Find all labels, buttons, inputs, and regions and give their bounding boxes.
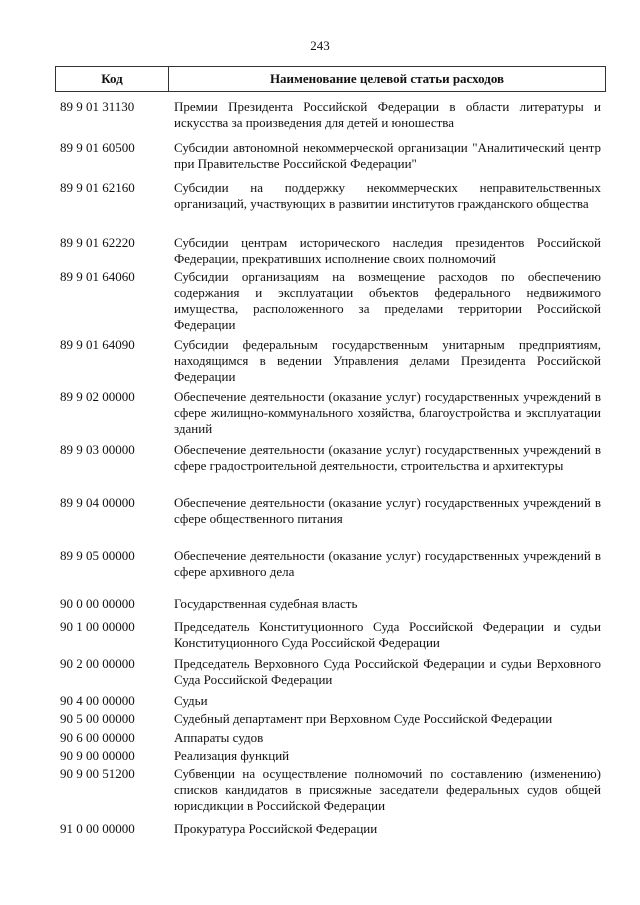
row-name: Судьи (174, 693, 208, 708)
table-row (60, 656, 601, 688)
row-name: Председатель Конституционного Суда Российской Федерации и судьи Конституционного Суда Российской Федерации (174, 619, 601, 650)
page-number: 243 (310, 38, 330, 53)
row-code: 90 5 00 00000 (60, 711, 135, 726)
row-name: Обеспечение деятельности (оказание услуг) государственных учреждений в сфере жилищно-коммунального хозяйства, благоустройства и эксплуатации зданий (174, 389, 601, 436)
row-name: Аппараты судов (174, 730, 264, 745)
row-code: 91 0 00 00000 (60, 821, 135, 836)
row-code: 90 2 00 00000 (60, 656, 135, 671)
table-header (55, 66, 606, 92)
table-row (60, 235, 601, 267)
row-name: Реализация функций (174, 748, 290, 763)
table-row (60, 619, 601, 651)
table-row (60, 99, 601, 131)
table-row (60, 821, 601, 837)
row-name: Государственная судебная власть (174, 596, 358, 611)
table-row (60, 269, 601, 333)
row-name: Обеспечение деятельности (оказание услуг) государственных учреждений в сфере архивного дела (174, 548, 601, 579)
row-name: Субвенции на осуществление полномочий по составлению (изменению) списков кандидатов в присяжные заседатели федеральных судов общей юрисдикции в Российской Федерации (174, 766, 601, 813)
row-name: Судебный департамент при Верховном Суде Российской Федерации (174, 711, 553, 726)
table-row (60, 140, 601, 172)
row-name: Субсидии организациям на возмещение расходов по обеспечению содержания и эксплуатации объектов федерального недвижимого имущества, расположенного за пределами территории Российской Федерации (174, 269, 601, 332)
row-code: 89 9 01 64060 (60, 269, 135, 284)
table-row (60, 495, 601, 527)
row-name: Обеспечение деятельности (оказание услуг) государственных учреждений в сфере градостроительной деятельности, строительства и архитектуры (174, 442, 601, 473)
table-row (60, 389, 601, 437)
row-code: 89 9 01 62220 (60, 235, 135, 250)
row-code: 89 9 01 64090 (60, 337, 135, 352)
row-name: Премии Президента Российской Федерации в области литературы и искусства за произведения для детей и юношества (174, 99, 601, 130)
row-name: Субсидии на поддержку некоммерческих неправительственных организаций, участвующих в развитии институтов гражданского общества (174, 180, 601, 211)
table-row (60, 730, 601, 746)
row-code: 90 1 00 00000 (60, 619, 135, 634)
table-row (60, 442, 601, 474)
table-row (60, 548, 601, 580)
row-code: 90 0 00 00000 (60, 596, 135, 611)
table-row (60, 180, 601, 212)
row-code: 89 9 02 00000 (60, 389, 135, 404)
row-name: Субсидии центрам исторического наследия президентов Российской Федерации, прекративших исполнение своих полномочий (174, 235, 601, 266)
row-name: Председатель Верховного Суда Российской Федерации и судьи Верховного Суда Российской Федерации (174, 656, 601, 687)
header-name: Наименование целевой статьи расходов (269, 71, 505, 86)
row-name: Субсидии федеральным государственным унитарным предприятиям, находящимся в ведении Управления делами Президента Российской Федерации (174, 337, 601, 384)
table-row (60, 337, 601, 385)
table-row (60, 596, 601, 612)
row-code: 89 9 01 60500 (60, 140, 135, 155)
row-code: 89 9 01 62160 (60, 180, 135, 195)
header-code: Код (56, 67, 169, 91)
row-code: 89 9 04 00000 (60, 495, 135, 510)
row-name: Прокуратура Российской Федерации (174, 821, 378, 836)
row-code: 89 9 01 31130 (60, 99, 135, 114)
row-code: 89 9 03 00000 (60, 442, 135, 457)
table-row (60, 693, 601, 709)
row-code: 90 6 00 00000 (60, 730, 135, 745)
row-code: 89 9 05 00000 (60, 548, 135, 563)
row-name: Обеспечение деятельности (оказание услуг) государственных учреждений в сфере общественного питания (174, 495, 601, 526)
row-code: 90 9 00 00000 (60, 748, 135, 763)
table-row (60, 766, 601, 814)
row-name: Субсидии автономной некоммерческой организации "Аналитический центр при Правительстве Российской Федерации" (174, 140, 601, 171)
table-row (60, 711, 601, 727)
row-code: 90 4 00 00000 (60, 693, 135, 708)
row-code: 90 9 00 51200 (60, 766, 135, 781)
table-row (60, 748, 601, 764)
